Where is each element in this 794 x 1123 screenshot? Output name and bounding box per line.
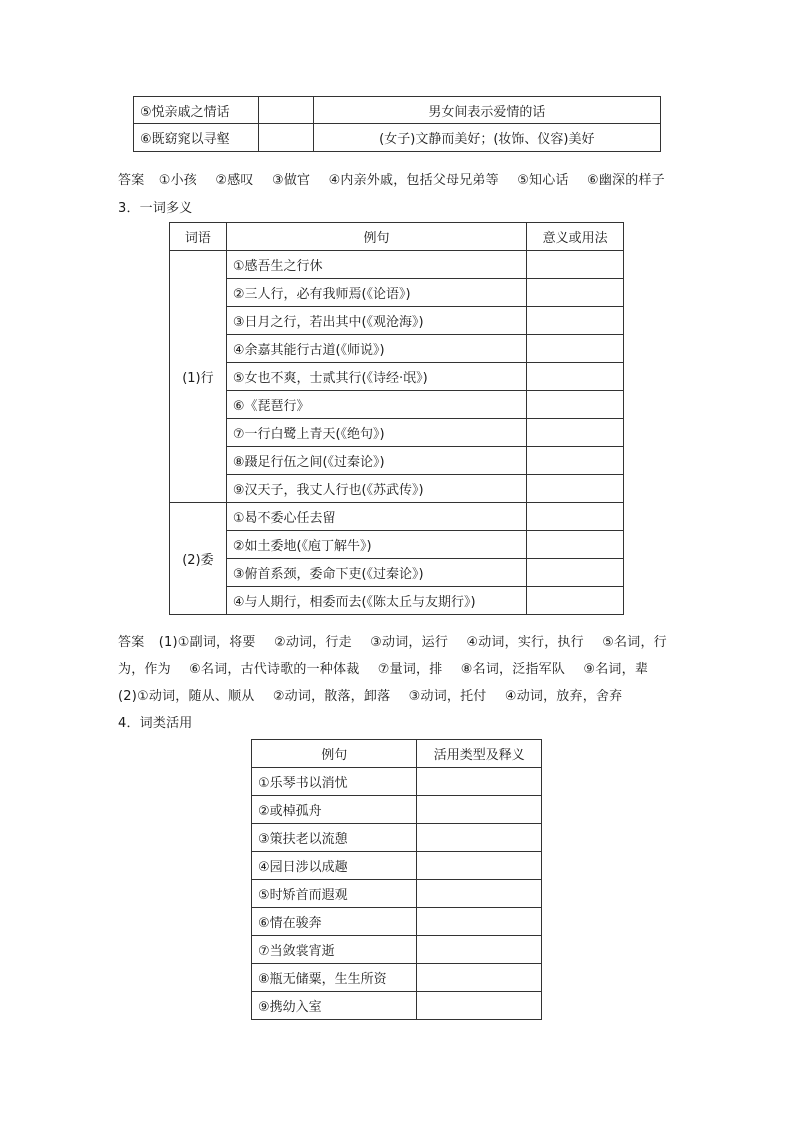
answer-item: ⑤知心话 — [517, 173, 569, 188]
sentence-cell: ⑥《琵琶行》 — [226, 391, 526, 419]
sentence-cell: ⑤时矫首而遐观 — [252, 880, 417, 908]
answer-item: ③做官 — [271, 173, 311, 188]
answer-item: ⑧名词，泛指军队 — [460, 662, 566, 677]
column-header: 意义或用法 — [527, 223, 624, 251]
table-row — [170, 475, 624, 503]
meaning-cell: 男女间表示爱情的话 — [313, 97, 660, 124]
sentence-cell: ④园日涉以成趣 — [252, 852, 417, 880]
answer-cell — [527, 307, 624, 335]
table-row — [170, 363, 624, 391]
answer-cell — [527, 279, 624, 307]
table-row — [170, 307, 624, 335]
empty-cell — [258, 124, 313, 152]
answer-item: (2)①动词，随从、顺从 — [118, 689, 255, 704]
answer-cell — [527, 475, 624, 503]
answer-cell — [527, 587, 624, 615]
answer-cell — [417, 908, 542, 936]
answer-cell — [417, 824, 542, 852]
phrase-cell: ⑥既窈窕以寻壑 — [134, 124, 259, 152]
answer-cell — [417, 964, 542, 992]
column-header: 词语 — [170, 223, 227, 251]
table-row — [170, 391, 624, 419]
sentence-cell: ②如土委地(《庖丁解牛》) — [226, 531, 526, 559]
sentence-cell: ③俯首系颈，委命下吏(《过秦论》) — [226, 559, 526, 587]
top-vocab-table — [133, 96, 661, 152]
answer-item: ②感叹 — [215, 173, 254, 188]
sentence-cell: ③日月之行，若出其中(《观沧海》) — [226, 307, 526, 335]
answer-item: ④动词，实行，执行 — [466, 635, 584, 650]
answer-cell — [527, 363, 624, 391]
answer-cell — [417, 796, 542, 824]
sentence-cell: ⑧蹑足行伍之间(《过秦论》) — [226, 447, 526, 475]
sentence-cell: ⑦当敛裳宵逝 — [252, 936, 417, 964]
answer-cell — [417, 936, 542, 964]
table-row — [170, 503, 624, 531]
table-row — [170, 531, 624, 559]
answer-item: ⑤名词，行 — [602, 635, 667, 650]
table-row — [252, 880, 542, 908]
answer-item: ②动词，行走 — [273, 635, 352, 650]
sentence-cell: ①乐琴书以消忧 — [252, 768, 417, 796]
answer-cell — [417, 880, 542, 908]
sentence-cell: ⑨携幼入室 — [252, 992, 417, 1020]
answer-cell — [527, 335, 624, 363]
answer-cell — [527, 447, 624, 475]
table-row — [134, 124, 661, 152]
answer-cell — [527, 503, 624, 531]
polysemy-table — [169, 222, 624, 615]
word-cell: (1)行 — [170, 251, 227, 503]
table-row — [252, 796, 542, 824]
table-row — [252, 936, 542, 964]
answer-item: (1)①副词，将要 — [158, 635, 256, 650]
answer-cell — [527, 419, 624, 447]
sentence-cell: ⑤女也不爽，士贰其行(《诗经·氓》) — [226, 363, 526, 391]
sentence-cell: ①感吾生之行休 — [226, 251, 526, 279]
sentence-cell: ②或棹孤舟 — [252, 796, 417, 824]
sentence-cell: ③策扶老以流憩 — [252, 824, 417, 852]
answer-item: ④动词，放弃，舍弃 — [504, 689, 623, 704]
answer-item: ⑥名词，古代诗歌的一种体裁 — [189, 662, 360, 677]
header-row — [170, 223, 624, 251]
meaning-cell: (女子)文静而美好；(妆饰、仪容)美好 — [313, 124, 660, 152]
sentence-cell: ⑦一行白鹭上青天(《绝句》) — [226, 419, 526, 447]
sentence-cell: ⑨汉天子，我丈人行也(《苏武传》) — [226, 475, 526, 503]
table-row — [170, 335, 624, 363]
answer-cell — [417, 852, 542, 880]
answer-cell — [417, 992, 542, 1020]
answer-item: ⑦量词，排 — [377, 662, 443, 677]
answer-line-1 — [118, 169, 665, 188]
answer-item: ③动词，托付 — [408, 689, 487, 704]
answer-item: ⑥幽深的样子 — [587, 173, 665, 188]
section-title: 4．词类活用 — [118, 716, 193, 731]
answer-item: ①小孩 — [158, 173, 198, 188]
answer-cell — [527, 391, 624, 419]
empty-cell — [258, 97, 313, 124]
answer-line-2b — [118, 658, 648, 677]
table-row — [252, 964, 542, 992]
table-row — [252, 768, 542, 796]
answer-cell — [527, 559, 624, 587]
sentence-cell: ④与人期行，相委而去(《陈太丘与友期行》) — [226, 587, 526, 615]
table-row — [170, 419, 624, 447]
table-row — [252, 852, 542, 880]
answer-label: 答案 — [118, 173, 145, 188]
sentence-cell: ②三人行，必有我师焉(《论语》) — [226, 279, 526, 307]
answer-cell — [527, 251, 624, 279]
table-row — [252, 908, 542, 936]
answer-label: 答案 — [118, 635, 145, 650]
answer-cell — [417, 768, 542, 796]
answer-item: ④内亲外戚，包括父母兄弟等 — [328, 173, 499, 188]
column-header: 活用类型及释义 — [417, 740, 542, 768]
sentence-cell: ⑧瓶无储粟，生生所资 — [252, 964, 417, 992]
header-row — [252, 740, 542, 768]
column-header: 例句 — [252, 740, 417, 768]
answer-line-2c — [118, 685, 622, 704]
column-header: 例句 — [226, 223, 526, 251]
table-row — [252, 992, 542, 1020]
answer-item: ⑨名词，辈 — [583, 662, 649, 677]
answer-item: ③动词，运行 — [370, 635, 449, 650]
table-row — [134, 97, 661, 124]
answer-line-2a — [118, 631, 667, 650]
table-row — [170, 587, 624, 615]
table-row — [170, 279, 624, 307]
answer-item: 为，作为 — [118, 662, 171, 677]
sentence-cell: ①曷不委心任去留 — [226, 503, 526, 531]
word-cell: (2)委 — [170, 503, 227, 615]
table-row — [170, 447, 624, 475]
phrase-cell: ⑤悦亲戚之情话 — [134, 97, 259, 124]
table-row — [170, 251, 624, 279]
sentence-cell: ④余嘉其能行古道(《师说》) — [226, 335, 526, 363]
table-row — [170, 559, 624, 587]
sentence-cell: ⑥情在骏奔 — [252, 908, 417, 936]
word-class-table — [251, 739, 542, 1020]
table-row — [252, 824, 542, 852]
answer-item: ②动词，散落，卸落 — [272, 689, 391, 704]
section-title: 3．一词多义 — [118, 201, 193, 216]
answer-cell — [527, 531, 624, 559]
